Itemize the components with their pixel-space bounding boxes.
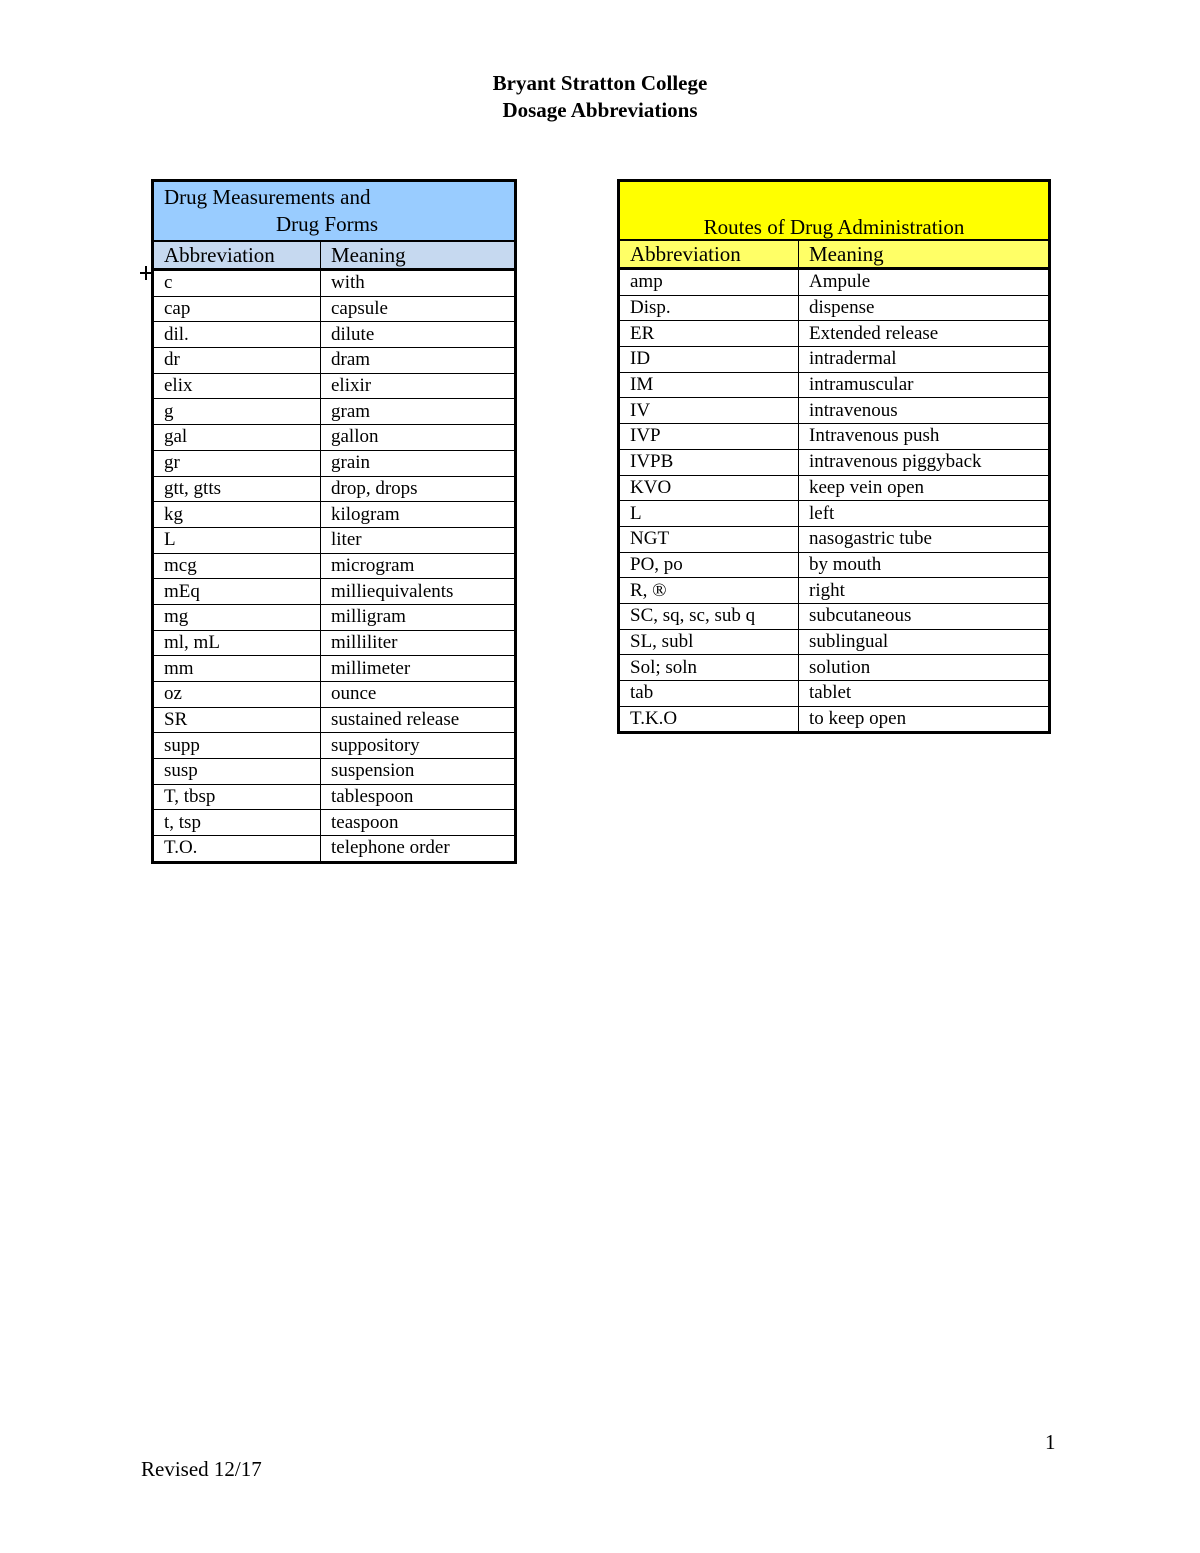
abbreviation-cell: dil. xyxy=(153,322,321,348)
meaning-cell: gram xyxy=(321,399,516,425)
meaning-cell: to keep open xyxy=(799,706,1050,733)
abbreviation-cell: KVO xyxy=(619,475,799,501)
abbreviation-cell: t, tsp xyxy=(153,810,321,836)
abbreviation-cell: IVPB xyxy=(619,449,799,475)
table-row xyxy=(153,476,516,502)
table-row xyxy=(619,501,1050,527)
column-header-meaning: Meaning xyxy=(799,240,1050,269)
abbreviation-cell: IV xyxy=(619,398,799,424)
table-row xyxy=(619,424,1050,450)
abbreviation-cell: Sol; soln xyxy=(619,655,799,681)
abbreviation-cell: L xyxy=(619,501,799,527)
table-row xyxy=(153,733,516,759)
table-row xyxy=(619,629,1050,655)
table-row xyxy=(153,656,516,682)
table-row xyxy=(619,449,1050,475)
meaning-cell: capsule xyxy=(321,296,516,322)
column-header-abbreviation: Abbreviation xyxy=(619,240,799,269)
meaning-cell: drop, drops xyxy=(321,476,516,502)
meaning-cell: sustained release xyxy=(321,707,516,733)
meaning-cell: elixir xyxy=(321,373,516,399)
meaning-cell: gallon xyxy=(321,425,516,451)
table-row xyxy=(153,579,516,605)
meaning-cell: left xyxy=(799,501,1050,527)
abbreviation-cell: gr xyxy=(153,450,321,476)
abbreviation-cell: IM xyxy=(619,372,799,398)
meaning-cell: by mouth xyxy=(799,552,1050,578)
abbreviation-cell: ml, mL xyxy=(153,630,321,656)
abbreviation-cell: mEq xyxy=(153,579,321,605)
document-title xyxy=(0,70,1200,124)
abbreviation-cell: mg xyxy=(153,604,321,630)
meaning-cell: intramuscular xyxy=(799,372,1050,398)
table-row xyxy=(153,450,516,476)
meaning-cell: suspension xyxy=(321,759,516,785)
table-row xyxy=(619,552,1050,578)
abbreviation-cell: SL, subl xyxy=(619,629,799,655)
meaning-cell: tablespoon xyxy=(321,784,516,810)
table-row xyxy=(619,398,1050,424)
meaning-cell: milliequivalents xyxy=(321,579,516,605)
meaning-cell: kilogram xyxy=(321,502,516,528)
table-row xyxy=(153,604,516,630)
table-caption: Routes of Drug Administration xyxy=(619,181,1050,241)
table-row xyxy=(153,322,516,348)
abbreviation-cell: T.O. xyxy=(153,836,321,863)
table-row xyxy=(619,269,1050,296)
meaning-cell: subcutaneous xyxy=(799,603,1050,629)
meaning-cell: intravenous piggyback xyxy=(799,449,1050,475)
abbreviation-cell: L xyxy=(153,527,321,553)
meaning-cell: milliliter xyxy=(321,630,516,656)
abbreviation-cell: g xyxy=(153,399,321,425)
table-row xyxy=(153,348,516,374)
table-row xyxy=(153,296,516,322)
abbreviation-cell: amp xyxy=(619,269,799,296)
meaning-cell: sublingual xyxy=(799,629,1050,655)
meaning-cell: millimeter xyxy=(321,656,516,682)
meaning-cell: Ampule xyxy=(799,269,1050,296)
abbreviation-cell: PO, po xyxy=(619,552,799,578)
table-row xyxy=(153,425,516,451)
table-caption xyxy=(153,181,516,242)
abbreviation-cell: SR xyxy=(153,707,321,733)
abbreviation-cell: oz xyxy=(153,682,321,708)
table-row xyxy=(619,706,1050,733)
abbreviation-cell: mcg xyxy=(153,553,321,579)
abbreviation-cell: ER xyxy=(619,321,799,347)
table-row xyxy=(619,475,1050,501)
abbreviation-cell: R, ® xyxy=(619,578,799,604)
college-name: Bryant Stratton College xyxy=(492,71,708,95)
abbreviation-cell: mm xyxy=(153,656,321,682)
meaning-cell: Intravenous push xyxy=(799,424,1050,450)
meaning-cell: intravenous xyxy=(799,398,1050,424)
meaning-cell: telephone order xyxy=(321,836,516,863)
table-row xyxy=(619,372,1050,398)
meaning-cell: tablet xyxy=(799,681,1050,707)
abbreviation-cell: T, tbsp xyxy=(153,784,321,810)
meaning-cell: nasogastric tube xyxy=(799,526,1050,552)
table-row xyxy=(619,681,1050,707)
table-row xyxy=(153,682,516,708)
abbreviation-cell: IVP xyxy=(619,424,799,450)
abbreviation-cell: Disp. xyxy=(619,295,799,321)
table-caption-row xyxy=(619,181,1050,241)
table-row xyxy=(153,502,516,528)
table-row xyxy=(619,526,1050,552)
table-row xyxy=(153,399,516,425)
table-row xyxy=(153,527,516,553)
drug-measurements-table xyxy=(151,179,517,864)
table-row xyxy=(153,784,516,810)
meaning-cell: intradermal xyxy=(799,347,1050,373)
abbreviation-cell: NGT xyxy=(619,526,799,552)
abbreviation-cell: ID xyxy=(619,347,799,373)
abbreviation-cell: dr xyxy=(153,348,321,374)
meaning-cell: grain xyxy=(321,450,516,476)
column-header-abbreviation: Abbreviation xyxy=(153,241,321,270)
meaning-cell: suppository xyxy=(321,733,516,759)
table-row xyxy=(619,603,1050,629)
abbreviation-cell: elix xyxy=(153,373,321,399)
abbreviation-cell: kg xyxy=(153,502,321,528)
abbreviation-cell: T.K.O xyxy=(619,706,799,733)
meaning-cell: liter xyxy=(321,527,516,553)
table-row xyxy=(153,373,516,399)
caption-line-2: Drug Forms xyxy=(276,212,379,236)
column-header-row xyxy=(619,240,1050,269)
meaning-cell: dram xyxy=(321,348,516,374)
abbreviation-cell: cap xyxy=(153,296,321,322)
abbreviation-cell: SC, sq, sc, sub q xyxy=(619,603,799,629)
abbreviation-cell: gtt, gtts xyxy=(153,476,321,502)
routes-of-administration-table xyxy=(617,179,1051,734)
meaning-cell: right xyxy=(799,578,1050,604)
table-row xyxy=(153,836,516,863)
meaning-cell: dilute xyxy=(321,322,516,348)
table-row xyxy=(153,270,516,297)
meaning-cell: microgram xyxy=(321,553,516,579)
meaning-cell: teaspoon xyxy=(321,810,516,836)
abbreviation-cell: tab xyxy=(619,681,799,707)
column-header-row xyxy=(153,241,516,270)
meaning-cell: keep vein open xyxy=(799,475,1050,501)
table-row xyxy=(619,347,1050,373)
table-row xyxy=(153,707,516,733)
table-row xyxy=(619,321,1050,347)
document-subtitle: Dosage Abbreviations xyxy=(502,98,698,122)
table-row xyxy=(153,759,516,785)
table-row xyxy=(619,295,1050,321)
meaning-cell: with xyxy=(321,270,516,297)
column-header-meaning: Meaning xyxy=(321,241,516,270)
table-row xyxy=(619,578,1050,604)
table-row xyxy=(619,655,1050,681)
table-caption-row xyxy=(153,181,516,242)
table-row xyxy=(153,630,516,656)
meaning-cell: milligram xyxy=(321,604,516,630)
table-row xyxy=(153,553,516,579)
revision-note: Revised 12/17 xyxy=(141,1457,262,1481)
meaning-cell: Extended release xyxy=(799,321,1050,347)
abbreviation-cell: gal xyxy=(153,425,321,451)
caption-line-1: Drug Measurements and xyxy=(164,185,371,209)
page-number: 1 xyxy=(1045,1430,1056,1454)
abbreviation-cell: susp xyxy=(153,759,321,785)
meaning-cell: ounce xyxy=(321,682,516,708)
abbreviation-cell: supp xyxy=(153,733,321,759)
abbreviation-cell: c xyxy=(153,270,321,297)
meaning-cell: dispense xyxy=(799,295,1050,321)
table-row xyxy=(153,810,516,836)
meaning-cell: solution xyxy=(799,655,1050,681)
